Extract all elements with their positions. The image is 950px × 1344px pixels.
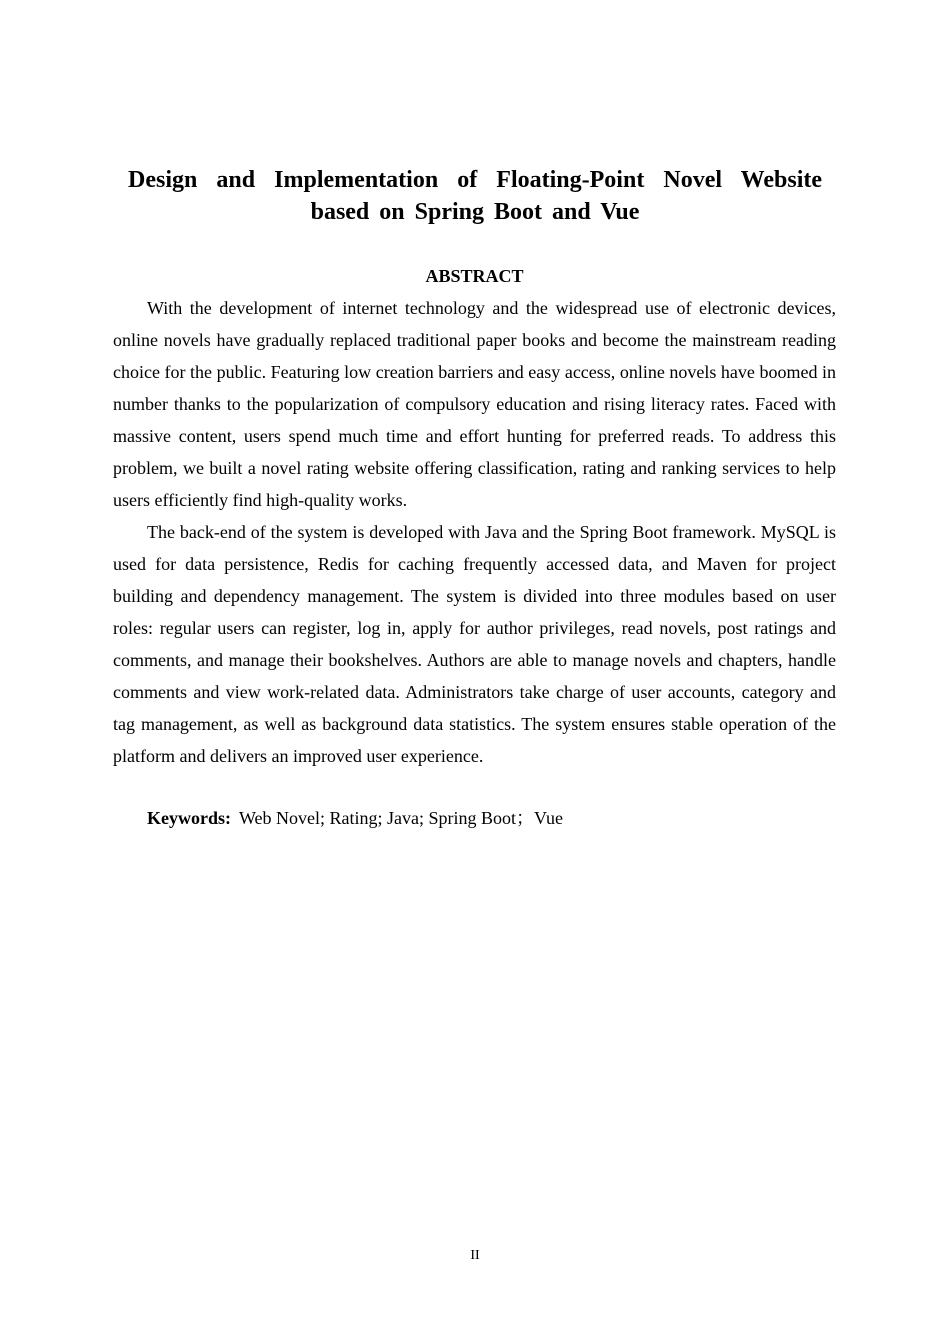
- abstract-paragraph-1: With the development of internet technology and the widespread use of electronic devices, online novels have gradually replaced traditional paper books and become the mainstream reading choice for the public. Featuring low creation barriers and easy access, online novels have boomed in number thanks to the popularization of compulsory education and rising literacy rates. Faced with massive content, users spend much time and effort hunting for preferred reads. To address this problem, we built a novel rating website offering classification, rating and ranking services to help users efficiently find high-quality works.: [113, 298, 836, 510]
- keywords-label: Keywords:: [147, 808, 231, 828]
- abstract-body: [113, 292, 836, 772]
- abstract-paragraph-2: The back-end of the system is developed with Java and the Spring Boot framework. MySQL is used for data persistence, Redis for caching frequently accessed data, and Maven for project building and dependency management. The system is divided into three modules based on user roles: regular users can register, log in, apply for author privileges, read novels, post ratings and comments, and manage their bookshelves. Authors are able to manage novels and chapters, handle comments and view work-related data. Administrators take charge of user accounts, category and tag management, as well as background data statistics. The system ensures stable operation of the platform and delivers an improved user experience.: [113, 522, 836, 766]
- keywords-line: [147, 804, 563, 832]
- abstract-heading: ABSTRACT: [425, 266, 524, 286]
- paper-title-line-2: based on Spring Boot and Vue: [310, 199, 640, 225]
- keywords-value: Web Novel; Rating; Java; Spring Boot；Vue: [239, 808, 563, 828]
- paper-title-line-1: Design and Implementation of Floating-Point Novel Website: [128, 167, 822, 193]
- paper-title: [128, 164, 822, 228]
- page-number: II: [470, 1248, 480, 1263]
